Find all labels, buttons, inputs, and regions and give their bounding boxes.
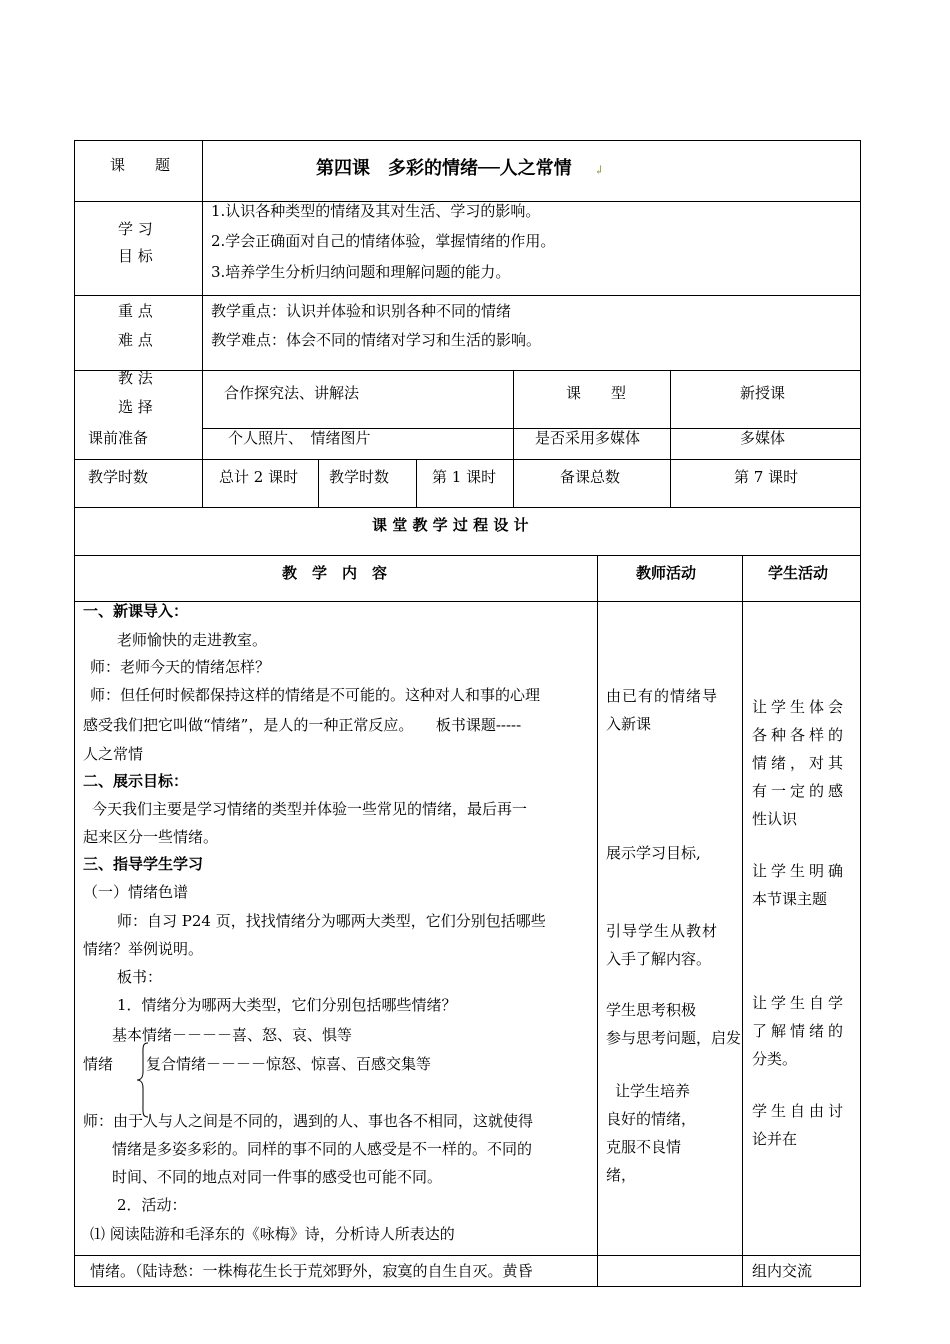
method-label-1: 教 法	[118, 369, 153, 387]
student-activity: 让学生体会	[752, 698, 848, 716]
content-line: 起来区分一些情绪。	[83, 828, 219, 846]
teacher-activity: 引导学生从教材	[606, 922, 719, 940]
content-line: 情绪	[83, 1055, 114, 1073]
content-line: 时间、不同的地点对同一件事的感受也可能不同。	[112, 1168, 443, 1186]
column-header-content: 教 学 内 容	[282, 564, 388, 582]
student-activity: 让学生自学	[752, 994, 848, 1012]
content-line: 复合情绪－－－－惊怒、惊喜、百感交集等	[146, 1055, 432, 1073]
col-line	[860, 140, 861, 1286]
content-line: 板书：	[117, 968, 163, 986]
student-activity: 性认识	[752, 810, 798, 828]
col-line	[597, 555, 598, 1286]
col-line	[670, 370, 671, 507]
content-line: （一）情绪色谱	[83, 883, 189, 901]
lesson-type-label: 课 型	[566, 384, 627, 402]
content-line: 情绪。（陆诗愁：一株梅花生长于荒郊野外，寂寞的自生自灭。黄昏	[90, 1262, 533, 1280]
method-value: 合作探究法、讲解法	[224, 384, 360, 402]
row-line	[74, 295, 861, 296]
paragraph-mark-icon: ↲	[594, 163, 605, 177]
difficult-point: 教学难点：体会不同的情绪对学习和生活的影响。	[211, 331, 542, 349]
teacher-activity: 参与思考问题，启发	[606, 1029, 742, 1047]
current-hour: 第 1 课时	[432, 468, 497, 486]
col-line	[318, 459, 319, 507]
row-line	[74, 507, 861, 508]
lesson-type-value: 新授课	[740, 384, 786, 402]
teacher-activity: 良好的情绪，	[606, 1110, 697, 1128]
key-label: 重 点	[118, 302, 153, 320]
goal-item: 2.学会正确面对自己的情绪体验，掌握情绪的作用。	[211, 232, 556, 250]
student-activity: 各种各样的	[752, 726, 848, 744]
goals-label-2: 目 标	[118, 247, 153, 265]
content-line: ⑴ 阅读陆游和毛泽东的《咏梅》诗，分析诗人所表达的	[90, 1225, 455, 1243]
total-hours: 总计 2 课时	[219, 468, 299, 486]
student-activity: 了解情绪的	[752, 1022, 848, 1040]
prep-label: 课前准备	[88, 429, 149, 447]
content-line: 老师愉快的走进教室。	[117, 631, 268, 649]
content-line: 1．情绪分为哪两大类型，它们分别包括哪些情绪？	[117, 996, 457, 1014]
column-header-teacher: 教师活动	[636, 564, 697, 582]
section-heading: 一、新课导入：	[83, 602, 189, 620]
section-heading: 二、展示目标：	[83, 772, 189, 790]
goals-label-1: 学 习	[118, 220, 153, 238]
content-line: 感受我们把它叫做“情绪”，是人的一种正常反应。 板书课题-----	[83, 716, 522, 734]
content-line: 人之常情	[83, 745, 144, 763]
column-header-student: 学生活动	[768, 564, 829, 582]
key-point: 教学重点：认识并体验和识别各种不同的情绪	[211, 302, 512, 320]
teacher-activity: 由已有的情绪导	[606, 687, 719, 705]
student-activity: 学生自由讨	[752, 1102, 848, 1120]
teacher-activity: 绪，	[606, 1166, 637, 1184]
student-activity: 本节课主题	[752, 890, 828, 908]
student-activity: 有一定的感	[752, 782, 848, 800]
student-activity: 论并在	[752, 1130, 798, 1148]
goal-item: 3.培养学生分析归纳问题和理解问题的能力。	[211, 263, 511, 281]
difficult-label: 难 点	[118, 331, 153, 349]
multimedia-label: 是否采用多媒体	[535, 429, 641, 447]
goal-item: 1.认识各种类型的情绪及其对生活、学习的影响。	[211, 202, 541, 220]
content-line: 基本情绪－－－－喜、怒、哀、惧等	[112, 1026, 353, 1044]
method-label-2: 选 择	[118, 398, 153, 416]
teacher-activity: 学生思考积极	[606, 1001, 697, 1019]
content-line: 情绪？举例说明。	[83, 940, 204, 958]
section-heading: 三、指导学生学习	[83, 855, 204, 873]
row-line	[74, 370, 861, 371]
col-line	[202, 140, 203, 507]
student-activity: 情绪，对其	[752, 754, 848, 772]
teacher-activity: 入新课	[606, 715, 652, 733]
content-line: 师：老师今天的情绪怎样？	[90, 658, 271, 676]
process-section-title: 课 堂 教 学 过 程 设 计	[372, 516, 529, 534]
prep-value: 个人照片、 情绪图片	[228, 429, 371, 447]
student-activity: 组内交流	[752, 1262, 813, 1280]
teacher-activity: 克服不良情	[606, 1138, 682, 1156]
col-line	[742, 555, 743, 1286]
content-line: 师：但任何时候都保持这样的情绪是不可能的。这种对人和事的心理	[90, 686, 541, 704]
hours-label-2: 教学时数	[329, 468, 390, 486]
teacher-activity: 展示学习目标,	[606, 844, 701, 862]
col-line	[74, 140, 75, 1286]
teacher-activity: 入手了解内容。	[606, 950, 712, 968]
col-line	[416, 459, 417, 507]
student-activity: 让学生明确	[752, 862, 848, 880]
content-line: 今天我们主要是学习情绪的类型并体验一些常见的情绪，最后再一	[92, 800, 528, 818]
row-line	[74, 459, 861, 460]
curly-brace-icon	[136, 1042, 150, 1118]
row-line	[74, 140, 861, 141]
teacher-activity: 让学生培养	[615, 1082, 691, 1100]
multimedia-value: 多媒体	[740, 429, 786, 447]
lesson-title: 第四课 多彩的情绪──人之常情	[316, 158, 572, 179]
lesson-total-value: 第 7 课时	[734, 468, 799, 486]
content-line: 师：自习 P24 页，找找情绪分为哪两大类型，它们分别包括哪些	[117, 912, 546, 930]
content-line: 情绪是多姿多彩的。同样的事不同的人感受是不一样的。不同的	[112, 1140, 533, 1158]
hours-label: 教学时数	[88, 468, 149, 486]
content-line: 2．活动：	[117, 1196, 187, 1214]
topic-label: 课 题	[110, 156, 171, 174]
lesson-total-label: 备课总数	[560, 468, 621, 486]
row-line	[74, 1286, 861, 1287]
student-activity: 分类。	[752, 1050, 798, 1068]
col-line	[513, 370, 514, 507]
content-line: 师：由于人与人之间是不同的，遇到的人、事也各不相同，这就使得	[83, 1112, 534, 1130]
